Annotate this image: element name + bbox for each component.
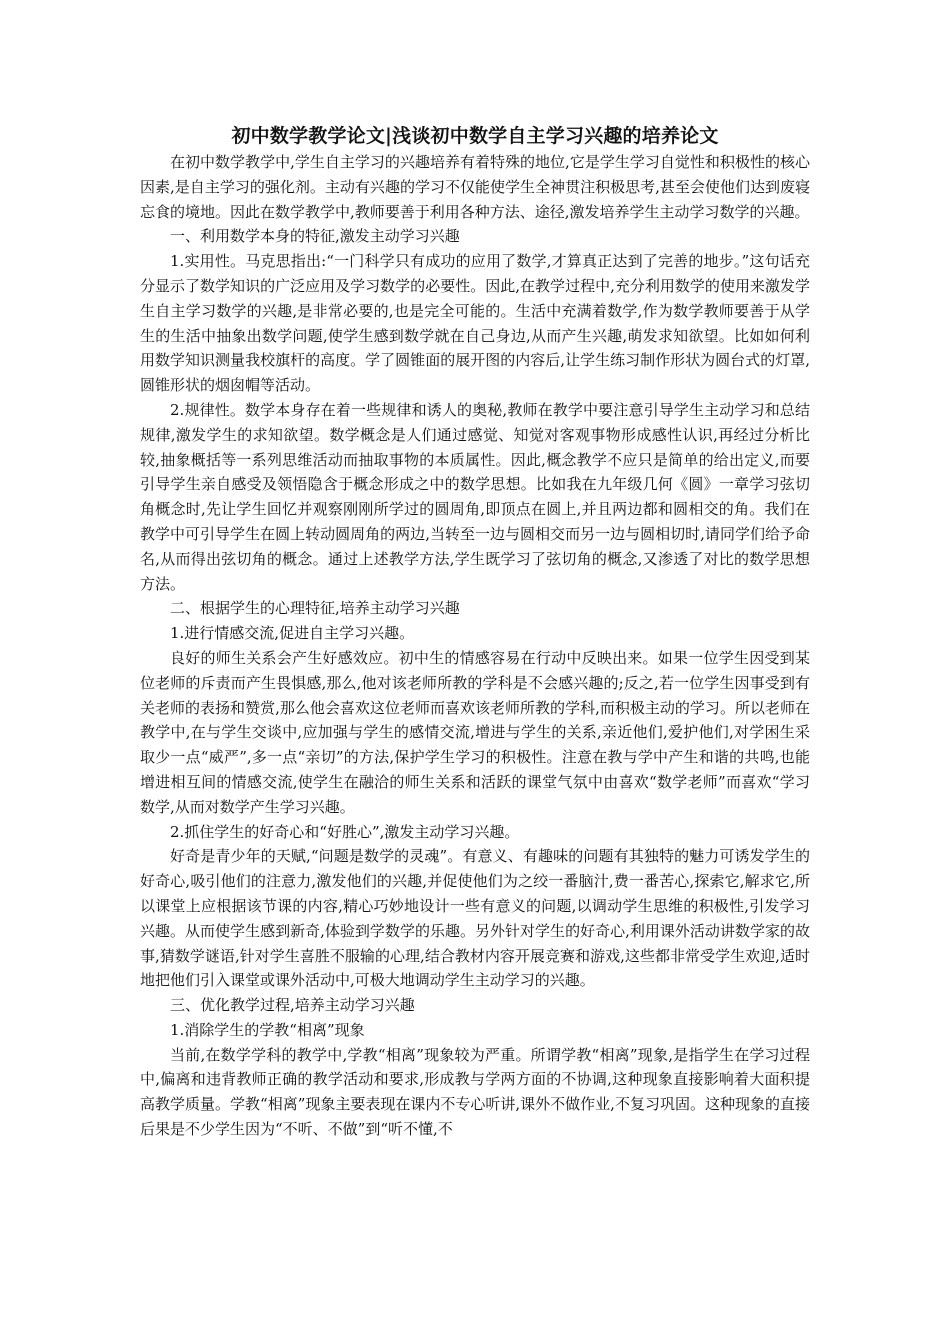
section-heading-3: 三、优化教学过程,培养主动学习兴趣 bbox=[170, 996, 415, 1015]
subheading-emotional-exchange: 1.进行情感交流,促进自主学习兴趣。 bbox=[170, 624, 415, 643]
paragraph-practicality: 1.实用性。马克思指出:“一门科学只有成功的应用了数学,才算真正达到了完善的地步。”这句话充分显示了数学知识的广泛应用及学习数学的必要性。因此,在教学过程中,充分利用数学的使用来激发学生自主学习数学的兴趣,是非常必要的,也是完全可能的。生活中充满着数学,作为数学教师要善于从学生的生活中抽象出数学问题,使学生感到数学就在自己身边,从而产生兴趣,萌发求知欲望。比如如何利用数学知识测量我校旗杆的高度。学了圆锥面的展开图的内容后,让学生练习制作形状为圆台式的灯罩,圆锥形状的烟囱帽等活动。 bbox=[140, 252, 810, 395]
section-heading-2: 二、根据学生的心理特征,培养主动学习兴趣 bbox=[170, 599, 460, 618]
document-title: 初中数学教学论文|浅谈初中数学自主学习兴趣的培养论文 bbox=[231, 125, 719, 147]
paragraph-regularity: 2.规律性。数学本身存在着一些规律和诱人的奥秘,教师在教学中要注意引导学生主动学习和总结规律,激发学生的求知欲望。数学概念是人们通过感觉、知觉对客观事物形成感性认识,再经过分析比较,抽象概括等一系列思维活动而抽取事物的本质属性。因此,概念教学不应只是简单的给出定义,而要引导学生亲自感受及领悟隐含于概念形成之中的数学思想。比如我在九年级几何《圆》一章学习弦切角概念时,先让学生回忆并观察刚刚所学过的圆周角,即顶点在圆上,并且两边都和圆相交的角。我们在教学中可引导学生在圆上转动圆周角的两边,当转至一边与圆相交而另一边与圆相切时,请同学们给予命名,从而得出弦切角的概念。通过上述教学方法,学生既学习了弦切角的概念,又渗透了对比的数学思想方法。 bbox=[140, 400, 810, 593]
section-heading-1: 一、利用数学本身的特征,激发主动学习兴趣 bbox=[170, 227, 460, 246]
intro-paragraph: 在初中数学教学中,学生自主学习的兴趣培养有着特殊的地位,它是学生学习自觉性和积极性的核心因素,是自主学习的强化剂。主动有兴趣的学习不仅能使学生全神贯注积极思考,甚至会使他们达到废寝忘食的境地。因此在数学教学中,教师要善于利用各种方法、途径,激发培养学生主动学习数学的兴趣。 bbox=[140, 153, 810, 221]
paragraph-curiosity: 好奇是青少年的天赋,“问题是数学的灵魂”。有意义、有趣味的问题有其独特的魅力可诱发学生的好奇心,吸引他们的注意力,激发他们的兴趣,并促使他们为之绞一番脑汁,费一番苦心,探索它,解求它,所以课堂上应根据该节课的内容,精心巧妙地设计一些有意义的问题,以调动学生思维的积极性,引发学习兴趣。从而使学生感到新奇,体验到学数学的乐趣。另外针对学生的好奇心,利用课外活动讲数学家的故事,猜数学谜语,针对学生喜胜不服输的心理,结合教材内容开展竞赛和游戏,这些都非常受学生欢迎,适时地把他们引入课堂或课外活动中,可极大地调动学生主动学习的兴趣。 bbox=[140, 847, 810, 990]
paragraph-learning-teaching-separation: 当前,在数学学科的教学中,学教“相离”现象较为严重。所谓学教“相离”现象,是指学生在学习过程中,偏离和违背教师正确的教学活动和要求,形成教与学两方面的不协调,这种现象直接影响着大面积提高教学质量。学教“相离”现象主要表现在课内不专心听讲,课外不做作业,不复习巩固。这种现象的直接后果是不少学生因为“不听、不做”到“听不懂,不 bbox=[140, 1045, 810, 1139]
subheading-curiosity: 2.抓住学生的好奇心和“好胜心”,激发主动学习兴趣。 bbox=[170, 822, 520, 841]
paragraph-teacher-student-relationship: 良好的师生关系会产生好感效应。初中生的情感容易在行动中反映出来。如果一位学生因受到某位老师的斥责而产生畏惧感,那么,他对该老师所教的学科是不会感兴趣的;反之,若一位学生因事受到有关老师的表扬和赞赏,那么他会喜欢这位老师而喜欢该老师所教的学科,而积极主动的学习。所以老师在教学中,在与学生交谈中,应加强与学生的感情交流,增进与学生的关系,亲近他们,爱护他们,对学困生采取少一点“威严”,多一点“亲切”的方法,保护学生学习的积极性。注意在教与学中产生和谐的共鸣,也能增进相互间的情感交流,使学生在融洽的师生关系和活跃的课堂气氛中由喜欢“数学老师”而喜欢“学习数学,从而对数学产生学习兴趣。 bbox=[140, 648, 810, 816]
subheading-learning-teaching-separation: 1.消除学生的学教“相离”现象 bbox=[170, 1020, 365, 1039]
document-page bbox=[140, 122, 810, 1142]
